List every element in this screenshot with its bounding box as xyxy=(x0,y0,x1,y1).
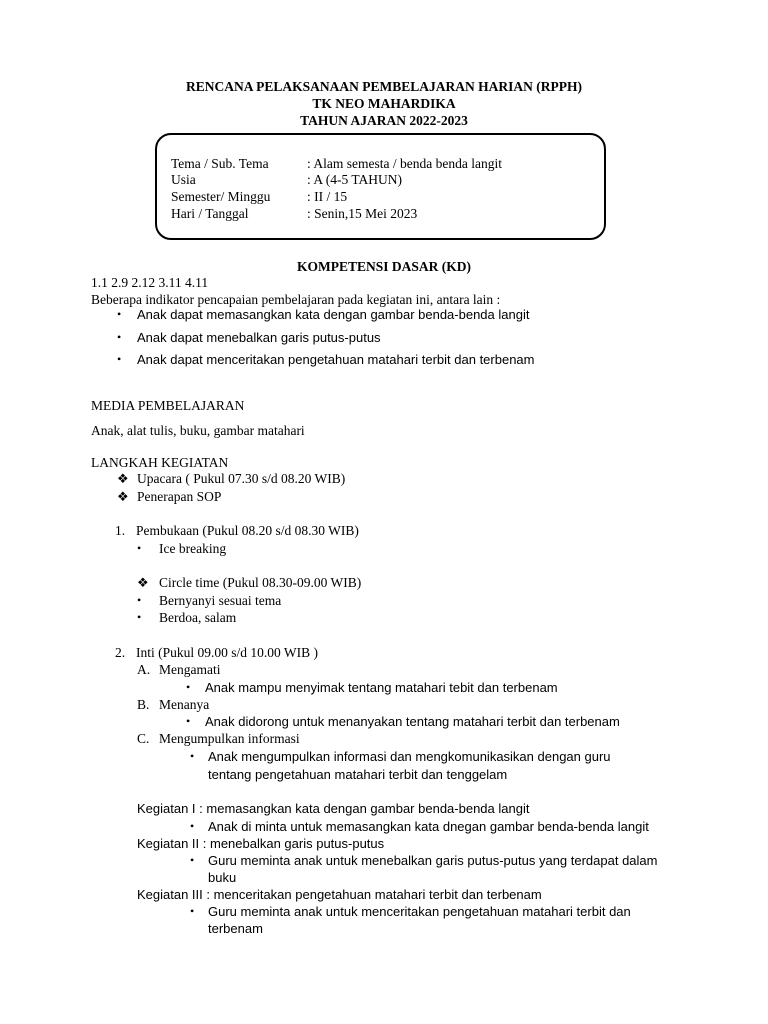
section-number: 2. xyxy=(115,645,126,660)
kegiatan-item: Anak di minta untuk memasangkan kata dnegan gambar benda-benda langit xyxy=(208,819,649,834)
bullet-icon: • xyxy=(190,853,195,867)
bullet-icon: • xyxy=(190,904,195,918)
bullet-icon: • xyxy=(186,680,191,694)
kegiatan-item: Guru meminta anak untuk menebalkan garis putus-putus yang terdapat dalam xyxy=(208,853,658,868)
kegiatan-title: Kegiatan I : memasangkan kata dengan gambar benda-benda langit xyxy=(137,801,530,816)
inti-title: Inti (Pukul 09.00 s/d 10.00 WIB ) xyxy=(136,645,318,660)
subsection-item-continued: tentang pengetahuan matahari terbit dan tenggelam xyxy=(208,767,508,782)
info-value: : Senin,15 Mei 2023 xyxy=(307,206,418,221)
section-number: 1. xyxy=(115,523,126,538)
bullet-icon: • xyxy=(117,352,122,366)
academic-year: TAHUN AJARAN 2022-2023 xyxy=(300,113,468,128)
bullet-icon: • xyxy=(117,330,122,344)
info-label: Semester/ Minggu xyxy=(171,189,271,204)
kd-intro: Beberapa indikator pencapaian pembelajaran pada kegiatan ini, antara lain : xyxy=(91,292,501,307)
diamond-icon: ❖ xyxy=(137,575,149,590)
kd-heading: KOMPETENSI DASAR (KD) xyxy=(296,259,471,274)
info-label: Hari / Tanggal xyxy=(171,206,249,221)
subsection-item: Anak mampu menyimak tentang matahari tebit dan terbenam xyxy=(205,680,558,695)
subsection-item: Anak didorong untuk menanyakan tentang matahari terbit dan terbenam xyxy=(205,714,620,729)
media-text: Anak, alat tulis, buku, gambar matahari xyxy=(91,423,305,438)
pre-activity: Penerapan SOP xyxy=(137,489,222,504)
langkah-heading: LANGKAH KEGIATAN xyxy=(91,455,229,470)
bullet-icon: • xyxy=(137,593,142,607)
subsection-letter: C. xyxy=(137,731,150,746)
bullet-icon: • xyxy=(190,749,195,763)
info-value: : Alam semesta / benda benda langit xyxy=(307,156,502,171)
kegiatan-item-continued: terbenam xyxy=(208,921,263,936)
bullet-icon: • xyxy=(186,714,191,728)
subsection-letter: B. xyxy=(137,697,150,712)
bullet-icon: • xyxy=(117,307,122,321)
circle-time-item: Bernyanyi sesuai tema xyxy=(159,593,282,608)
kd-codes: 1.1 2.9 2.12 3.11 4.11 xyxy=(91,275,209,290)
bullet-icon: • xyxy=(190,819,195,833)
subsection-title: Mengamati xyxy=(159,662,221,677)
diamond-icon: ❖ xyxy=(117,471,129,486)
kegiatan-item: Guru meminta anak untuk menceritakan pengetahuan matahari terbit dan xyxy=(208,904,631,919)
info-value: : II / 15 xyxy=(307,189,348,204)
kd-indicator: Anak dapat menebalkan garis putus-putus xyxy=(137,330,381,345)
bullet-icon: • xyxy=(137,541,142,555)
subsection-letter: A. xyxy=(137,662,151,677)
info-label: Tema / Sub. Tema xyxy=(171,156,269,171)
document-title: RENCANA PELAKSANAAN PEMBELAJARAN HARIAN (RPPH) xyxy=(185,79,582,94)
info-value: : A (4-5 TAHUN) xyxy=(307,172,403,187)
bullet-icon: • xyxy=(137,610,142,624)
subsection-item: Anak mengumpulkan informasi dan mengkomunikasikan dengan guru xyxy=(208,749,611,764)
circle-time-item: Berdoa, salam xyxy=(159,610,237,625)
pre-activity: Upacara ( Pukul 07.30 s/d 08.20 WIB) xyxy=(137,471,346,486)
kegiatan-title: Kegiatan II : menebalkan garis putus-putus xyxy=(137,836,385,851)
kd-indicator: Anak dapat memasangkan kata dengan gambar benda-benda langit xyxy=(137,307,530,322)
pembukaan-title: Pembukaan (Pukul 08.20 s/d 08.30 WIB) xyxy=(136,523,359,538)
media-heading: MEDIA PEMBELAJARAN xyxy=(91,398,245,413)
kegiatan-title: Kegiatan III : menceritakan pengetahuan matahari terbit dan terbenam xyxy=(137,887,542,902)
kegiatan-item-continued: buku xyxy=(208,870,237,885)
subsection-title: Menanya xyxy=(159,697,210,712)
pembukaan-item: Ice breaking xyxy=(159,541,227,556)
subsection-title: Mengumpulkan informasi xyxy=(159,731,300,746)
diamond-icon: ❖ xyxy=(117,489,129,504)
school-name: TK NEO MAHARDIKA xyxy=(312,96,456,111)
info-label: Usia xyxy=(171,172,196,187)
circle-time-title: Circle time (Pukul 08.30-09.00 WIB) xyxy=(159,575,362,590)
kd-indicator: Anak dapat menceritakan pengetahuan matahari terbit dan terbenam xyxy=(137,352,535,367)
